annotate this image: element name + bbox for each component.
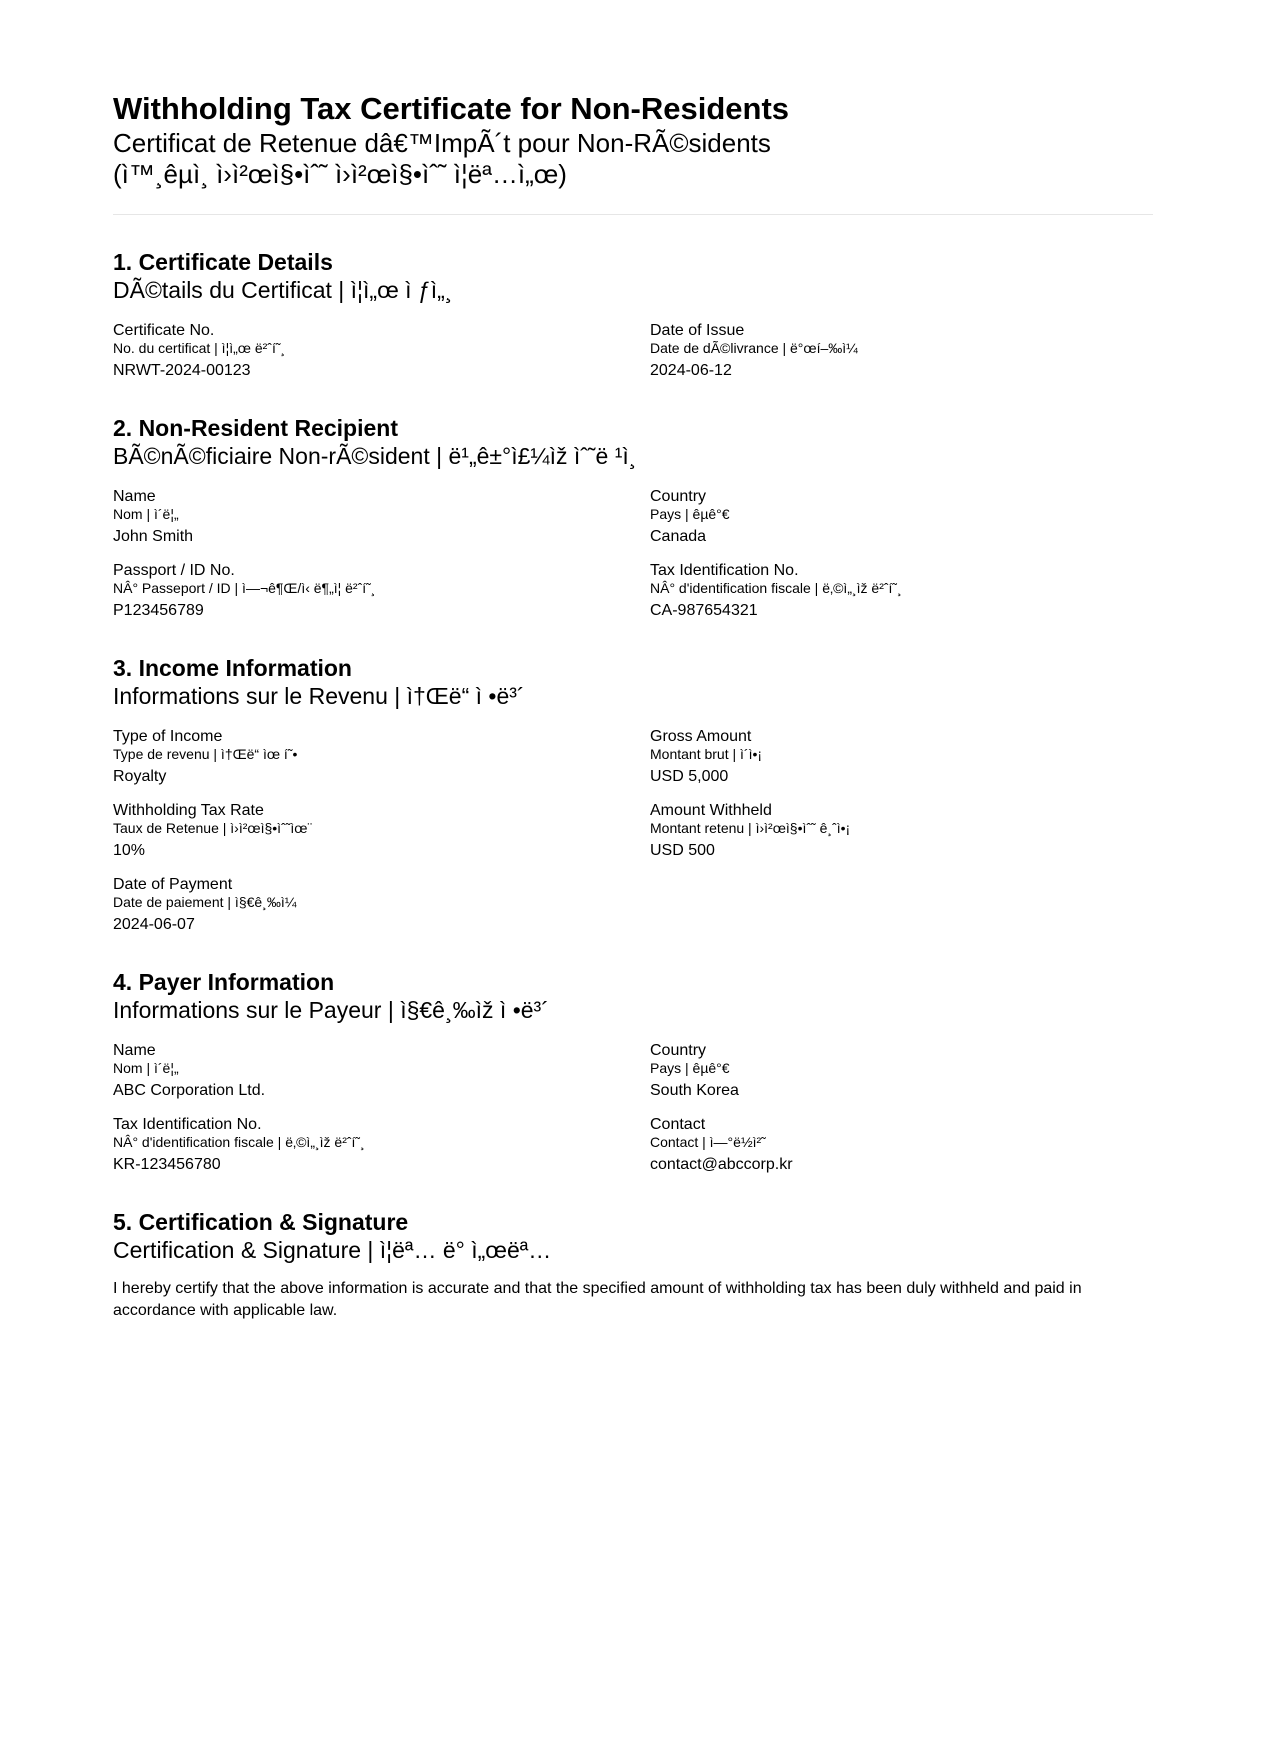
field-value: P123456789 bbox=[113, 602, 204, 619]
section-title: 5. Certification & Signature bbox=[113, 1209, 409, 1235]
section-certificate-details bbox=[113, 248, 1153, 382]
field-sublabel: Date de paiement | ì§€ê¸‰ì¼ bbox=[113, 894, 297, 910]
section-subtitle: BÃ©nÃ©ficiaire Non-rÃ©sident | ë¹„ê±°ì£¼ìž ìˆ˜ë ¹ì¸ bbox=[113, 443, 637, 469]
field-sublabel: NÂ° d'identification fiscale | ë‚©ì„¸ìž ë²ˆí˜¸ bbox=[113, 1134, 365, 1150]
section-subtitle: Informations sur le Revenu | ì†Œë“ ì •ë³´ bbox=[113, 683, 525, 709]
field-label: Withholding Tax Rate bbox=[113, 802, 264, 819]
field-label: Gross Amount bbox=[650, 728, 752, 745]
field-recipient-tax-id bbox=[650, 562, 1120, 620]
section-certification-signature bbox=[113, 1208, 1153, 1264]
field-value: contact@abccorp.kr bbox=[650, 1156, 793, 1173]
field-sublabel: NÂ° d'identification fiscale | ë‚©ì„¸ìž ë²ˆí˜¸ bbox=[650, 580, 902, 596]
field-gross-amount bbox=[650, 728, 1120, 786]
field-recipient-passport bbox=[113, 562, 583, 620]
certificate-page bbox=[113, 0, 1153, 1755]
field-value: CA-987654321 bbox=[650, 602, 758, 619]
field-value: NRWT-2024-00123 bbox=[113, 362, 251, 379]
field-value: 10% bbox=[113, 842, 146, 859]
field-sublabel: Taux de Retenue | ì›ì²œì§•ìˆ˜ìœ¨ bbox=[113, 820, 313, 836]
field-label: Tax Identification No. bbox=[113, 1116, 262, 1133]
field-date-of-issue bbox=[650, 322, 1120, 380]
field-sublabel: Pays | êµê°€ bbox=[650, 1060, 730, 1076]
field-value: 2024-06-12 bbox=[650, 362, 732, 379]
field-label: Date of Payment bbox=[113, 876, 233, 893]
field-sublabel: Date de dÃ©livrance | ë°œí–‰ì¼ bbox=[650, 340, 858, 356]
document-title-korean: (ì™¸êµì¸ ì›ì²œì§•ìˆ˜ ì›ì²œì§•ìˆ˜ ì¦ëª…ì„œ) bbox=[113, 159, 567, 189]
field-sublabel: Type de revenu | ì†Œë“ ìœ í˜• bbox=[113, 746, 298, 762]
document-title-french: Certificat de Retenue dâ€™ImpÃ´t pour Non-RÃ©sidents bbox=[113, 128, 771, 158]
field-label: Amount Withheld bbox=[650, 802, 772, 819]
field-sublabel: NÂ° Passeport / ID | ì—¬ê¶Œ/ì‹ ë¶„ì¦ ë²ˆí˜¸ bbox=[113, 580, 376, 596]
field-label: Tax Identification No. bbox=[650, 562, 799, 579]
field-label: Passport / ID No. bbox=[113, 562, 235, 579]
field-label: Date of Issue bbox=[650, 322, 745, 339]
field-label: Type of Income bbox=[113, 728, 223, 745]
field-sublabel: Contact | ì—°ë½ì²˜ bbox=[650, 1134, 766, 1150]
field-sublabel: Montant retenu | ì›ì²œì§•ìˆ˜ ê¸ˆì•¡ bbox=[650, 820, 851, 836]
field-sublabel: Nom | ì´ë¦„ bbox=[113, 506, 179, 522]
field-payer-contact bbox=[650, 1116, 1120, 1174]
field-value: USD 5,000 bbox=[650, 768, 729, 785]
field-label: Name bbox=[113, 1042, 156, 1059]
section-non-resident-recipient bbox=[113, 414, 1153, 618]
field-label: Contact bbox=[650, 1116, 706, 1133]
section-title: 3. Income Information bbox=[113, 655, 352, 681]
field-value: Royalty bbox=[113, 768, 167, 785]
document-title: Withholding Tax Certificate for Non-Residents bbox=[113, 91, 790, 126]
section-title: 1. Certificate Details bbox=[113, 249, 333, 275]
field-withholding-tax-rate bbox=[113, 802, 583, 860]
section-payer-information bbox=[113, 968, 1153, 1172]
field-sublabel: Nom | ì´ë¦„ bbox=[113, 1060, 179, 1076]
section-title: 4. Payer Information bbox=[113, 969, 335, 995]
document-header bbox=[113, 90, 1153, 190]
field-value: Canada bbox=[650, 528, 707, 545]
field-sublabel: Pays | êµê°€ bbox=[650, 506, 730, 522]
section-title: 2. Non-Resident Recipient bbox=[113, 415, 398, 441]
field-label: Certificate No. bbox=[113, 322, 215, 339]
field-value: USD 500 bbox=[650, 842, 715, 859]
field-label: Name bbox=[113, 488, 156, 505]
field-recipient-name bbox=[113, 488, 583, 546]
section-subtitle: DÃ©tails du Certificat | ì¦ì„œ ì ƒì„¸ bbox=[113, 277, 453, 303]
field-amount-withheld bbox=[650, 802, 1120, 860]
field-value: KR-123456780 bbox=[113, 1156, 221, 1173]
field-value: 2024-06-07 bbox=[113, 916, 195, 933]
field-payer-country bbox=[650, 1042, 1120, 1100]
field-sublabel: No. du certificat | ì¦ì„œ ë²ˆí˜¸ bbox=[113, 340, 286, 356]
certification-statement: I hereby certify that the above information is accurate and that the specified amount of withholding tax has been duly withheld and paid in accordance with applicable law. bbox=[113, 1280, 1082, 1319]
field-value: John Smith bbox=[113, 528, 194, 545]
field-value: South Korea bbox=[650, 1082, 739, 1099]
field-label: Country bbox=[650, 488, 707, 505]
certification-statement-clip bbox=[113, 1278, 1153, 1319]
field-label: Country bbox=[650, 1042, 707, 1059]
field-type-of-income bbox=[113, 728, 583, 786]
section-subtitle: Informations sur le Payeur | ì§€ê¸‰ìž ì •ë³´ bbox=[113, 997, 549, 1023]
header-divider bbox=[113, 214, 1153, 215]
section-subtitle: Certification & Signature | ì¦ëª… ë° ì„œëª… bbox=[113, 1237, 552, 1263]
section-income-information bbox=[113, 654, 1153, 933]
field-payer-tax-id bbox=[113, 1116, 583, 1174]
field-payer-name bbox=[113, 1042, 583, 1100]
field-recipient-country bbox=[650, 488, 1120, 546]
field-value: ABC Corporation Ltd. bbox=[113, 1082, 266, 1099]
field-sublabel: Montant brut | ì´ì•¡ bbox=[650, 746, 763, 762]
field-date-of-payment bbox=[113, 876, 583, 934]
field-certificate-no bbox=[113, 322, 583, 380]
